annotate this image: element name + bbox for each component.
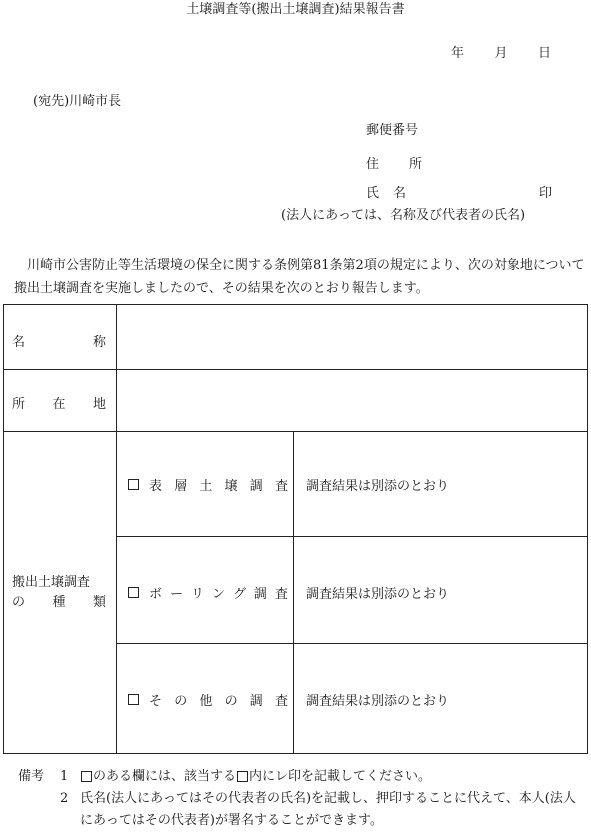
table-divider: [116, 305, 117, 753]
survey-option-boring[interactable]: ボ ー リ ン グ 調 査: [128, 583, 288, 602]
remarks-heading: 備考: [18, 769, 45, 784]
applicant-name-row: [366, 186, 552, 202]
checkbox-other[interactable]: [128, 694, 139, 705]
survey-option-surface[interactable]: 表 層 土 壌 調 査: [128, 475, 288, 494]
table-divider: [116, 536, 587, 537]
document-title: 土壌調査等(搬出土壌調査)結果報告書: [186, 2, 405, 17]
table-divider: [4, 431, 587, 432]
note-item: 2 氏名(法人にあってはその代表者の氏名)を記載し、押印することに代えて、本人(法人にあってはその代表者)が署名することができます。: [60, 791, 576, 828]
address-label: 住 所: [366, 157, 422, 172]
remarks-section: [18, 766, 588, 832]
corporate-note: (法人にあっては、名称及び代表者の氏名): [281, 208, 526, 223]
addressee: (宛先)川崎市長: [33, 94, 122, 109]
year-label: 年: [451, 46, 465, 61]
name-field-label: 名 称: [12, 335, 106, 350]
name-label: 氏 名: [366, 186, 406, 201]
seal-mark: 印: [538, 186, 552, 201]
table-divider: [4, 369, 587, 370]
checkbox-boring[interactable]: [128, 587, 139, 598]
report-form-table: [3, 304, 588, 754]
date-fields: [451, 46, 551, 62]
table-divider: [116, 643, 587, 644]
checkbox-symbol: [81, 771, 92, 782]
postal-code-label: 郵便番号: [366, 123, 419, 138]
note-item: 備考 1 のある欄には、該当する 内にレ印を記載してください。: [18, 766, 588, 788]
survey-type-label: 搬出土壌調査 の 種 類: [12, 575, 106, 610]
location-field-label: 所 在 地: [12, 397, 106, 412]
survey-result-boring: 調査結果は別添のとおり: [306, 587, 450, 602]
survey-result-other: 調査結果は別添のとおり: [306, 694, 450, 709]
checkbox-symbol: [237, 771, 248, 782]
month-label: 月: [494, 46, 508, 61]
table-divider: [293, 431, 294, 753]
survey-result-surface: 調査結果は別添のとおり: [306, 479, 450, 494]
day-label: 日: [537, 46, 551, 61]
checkbox-surface-soil[interactable]: [128, 479, 139, 490]
body-paragraph: 川崎市公害防止等生活環境の保全に関する条例第81条第2項の規定により、次の対象地について搬出土壌調査を実施しましたので、その結果を次のとおり報告します。: [14, 258, 585, 296]
survey-option-other[interactable]: そ の 他 の 調 査: [128, 690, 288, 709]
